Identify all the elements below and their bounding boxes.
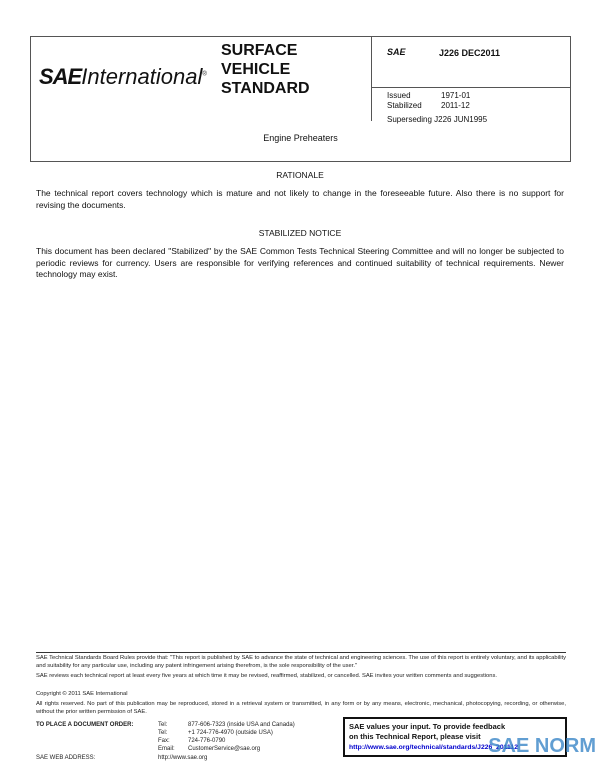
- tel1-label: Tel:: [158, 722, 168, 728]
- issued-value: 1971-01: [441, 91, 471, 100]
- web-link[interactable]: http://www.sae.org: [158, 755, 208, 761]
- footer-copyright: Copyright © 2011 SAE International: [36, 691, 128, 697]
- watermark-logo: SAE NORM: [488, 735, 596, 757]
- sae-small-logo: SAE: [387, 47, 406, 57]
- stabilized-label: Stabilized: [387, 101, 422, 110]
- header-box: [30, 36, 571, 162]
- fax: 724-776-0790: [188, 738, 226, 744]
- superseding: Superseding J226 JUN1995: [387, 115, 488, 124]
- email-link[interactable]: CustomerService@sae.org: [188, 746, 261, 752]
- stabilized-value: 2011-12: [441, 101, 470, 110]
- tel1: 877-606-7323 (inside USA and Canada): [188, 722, 295, 728]
- footer-divider: [36, 652, 566, 653]
- tel2: +1 724-776-4970 (outside USA): [188, 730, 273, 736]
- notice-text: This document has been declared "Stabilized" by the SAE Common Tests Technical Steering Committee and will no longer be subjected to periodic reviews for currency. Users are responsible for verifying references and continued suitability of technical requirements. Newer technology may exist.: [36, 246, 564, 279]
- document-id: J226 DEC2011: [439, 48, 501, 58]
- web-label: SAE WEB ADDRESS:: [36, 755, 96, 761]
- document-type: SURFACE VEHICLE STANDARD: [221, 42, 310, 97]
- feedback-link[interactable]: http://www.sae.org/technical/standards/J226_201112: [349, 744, 518, 751]
- rationale-text: The technical report covers technology which is mature and not likely to change in the foreseeable future. Also there is no support for revising the documents.: [36, 188, 564, 210]
- feedback-line1: SAE values your input. To provide feedback: [349, 722, 506, 731]
- issued-label: Issued: [387, 91, 411, 100]
- footer-rules: SAE Technical Standards Board Rules provide that: "This report is published by SAE to advance the state of technical and engineering sciences. The use of this report is entirely voluntary, and its applicability and suitability for any particular use, including any patent infringement arising therefrom, is the sole responsibility of the user.": [36, 655, 566, 669]
- notice-heading: STABILIZED NOTICE: [258, 228, 342, 238]
- sae-international-logo: SAEInternational®: [39, 64, 207, 89]
- order-label: TO PLACE A DOCUMENT ORDER:: [36, 722, 134, 728]
- feedback-line2: on this Technical Report, please visit: [349, 732, 481, 741]
- email-label: Email:: [158, 746, 175, 752]
- rationale-heading: RATIONALE: [276, 170, 324, 180]
- footer-rights: All rights reserved. No part of this publication may be reproduced, stored in a retrieval system or transmitted, in any form or by any means, electronic, mechanical, photocopying, recording, or otherwise, without the prior written permission of SAE.: [36, 701, 566, 715]
- footer-review: SAE reviews each technical report at least every five years at which time it may be revised, reaffirmed, stabilized, or cancelled. SAE invites your written comments and suggestions.: [36, 673, 497, 679]
- fax-label: Fax:: [158, 738, 170, 744]
- document-title: Engine Preheaters: [263, 133, 338, 143]
- tel2-label: Tel:: [158, 730, 168, 736]
